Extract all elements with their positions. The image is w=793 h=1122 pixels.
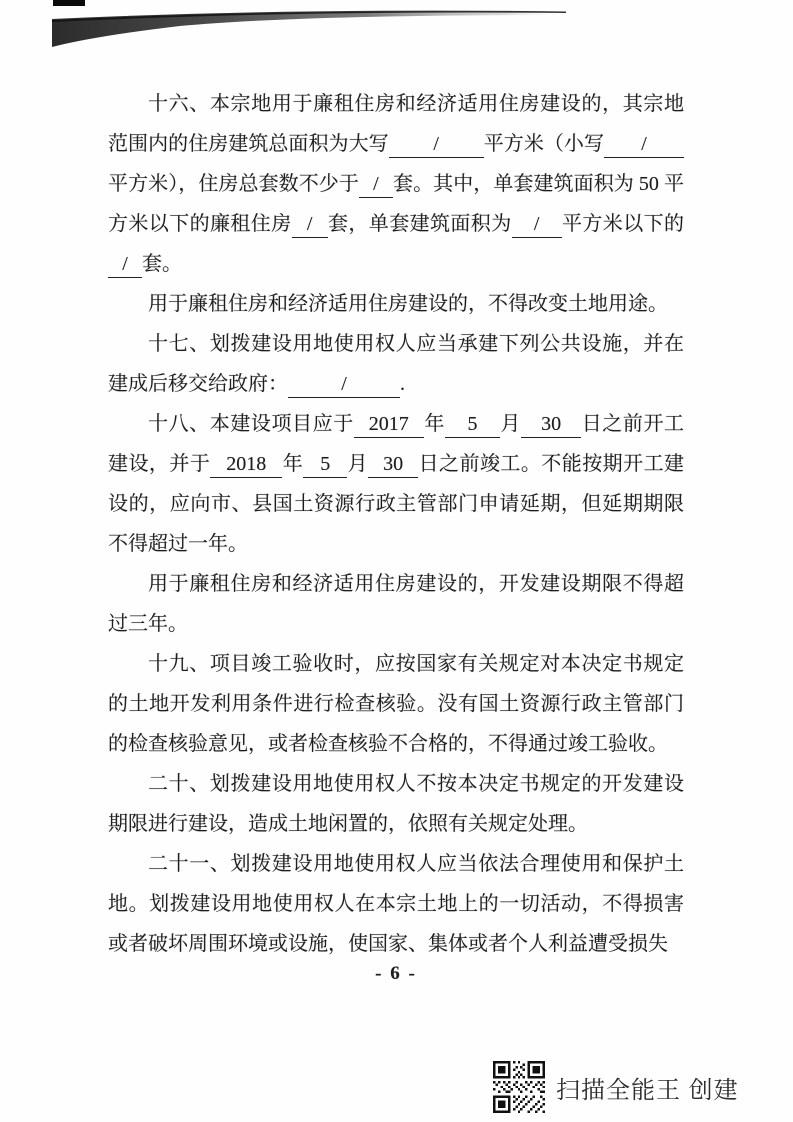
- document-body: [108, 84, 684, 964]
- scanner-watermark: [493, 1061, 739, 1113]
- paragraph: [108, 284, 684, 324]
- blank-field: /: [604, 132, 684, 158]
- blank-field: /: [359, 172, 393, 198]
- qr-code-icon: [493, 1061, 545, 1113]
- filled-field: 30: [368, 452, 418, 478]
- scanner-watermark-label: 扫描全能王 创建: [556, 1076, 739, 1104]
- paragraph-text: 套，单套建筑面积为: [327, 213, 512, 235]
- paragraph-text: 平方米（小写: [483, 133, 605, 155]
- paragraph-text: 用于廉租住房和经济适用住房建设的，不得改变土地用途。: [148, 293, 668, 315]
- paragraph: [108, 844, 684, 964]
- filled-field: 2017: [354, 412, 424, 438]
- paragraph-text: 二十、划拨建设用地使用权人不按本决定书规定的开发建设期限进行建设，造成土地闲置的，依照有关规定处理。: [108, 773, 684, 835]
- paragraph-text: 套。其中，单套建筑面积为 50 平方米以下的廉租住房: [108, 173, 685, 235]
- paragraph: [108, 404, 684, 564]
- blank-field: /: [108, 252, 142, 278]
- paragraph-text: 日之前开工建设，并于: [108, 413, 685, 475]
- paragraph-text: 日之前竣工。不能按期开工建设的，应向市、县国土资源行政主管部门申请延期，但延期期限不得超过一年。: [108, 453, 685, 555]
- paragraph: [108, 644, 684, 764]
- blank-field: /: [288, 372, 400, 398]
- paragraph-text: 套。: [142, 253, 182, 275]
- filled-field: 5: [445, 412, 500, 438]
- filled-field: 30: [521, 412, 581, 438]
- paragraph-text: 十七、划拨建设用地使用权人应当承建下列公共设施，并在建成后移交给政府：: [108, 333, 684, 395]
- paragraph-text: 月: [499, 413, 522, 435]
- paragraph-text: 平方米），住房总套数不少于: [108, 173, 359, 195]
- filled-field: 5: [303, 452, 347, 478]
- paragraph: [108, 564, 684, 644]
- scan-blob-artifact: [53, 0, 85, 6]
- paragraph: [108, 84, 684, 284]
- blank-field: /: [292, 212, 328, 238]
- paragraph-text: 十六、本宗地用于廉租住房和经济适用住房建设的，其宗地范围内的住房建筑总面积为大写: [108, 93, 684, 155]
- paragraph: [108, 324, 684, 404]
- paragraph-text: .: [400, 373, 405, 395]
- page-number: - 6 -: [375, 963, 417, 984]
- paragraph-text: 年: [423, 413, 445, 435]
- paragraph-text: 十九、项目竣工验收时，应按国家有关规定对本决定书规定的土地开发利用条件进行检查核验。没有国土资源行政主管部门的检查核验意见，或者检查核验不合格的，不得通过竣工验收。: [108, 653, 684, 755]
- scan-shadow-artifact: [0, 0, 793, 64]
- blank-field: /: [389, 132, 484, 158]
- filled-field: 2018: [210, 452, 282, 478]
- paragraph-text: 平方米以下的: [561, 213, 685, 235]
- paragraph-text: 月: [347, 453, 369, 475]
- paragraph-text: 用于廉租住房和经济适用住房建设的，开发建设期限不得超过三年。: [108, 573, 684, 635]
- paragraph-text: 十八、本建设项目应于: [148, 413, 354, 435]
- paragraph: [108, 764, 684, 844]
- blank-field: /: [512, 212, 562, 238]
- paragraph-text: 二十一、划拨建设用地使用权人应当依法合理使用和保护土地。划拨建设用地使用权人在本宗土地上的一切活动，不得损害或者破坏周围环境或设施，使国家、集体或者个人利益遭受损失: [108, 853, 684, 955]
- paragraph-text: 年: [282, 453, 304, 475]
